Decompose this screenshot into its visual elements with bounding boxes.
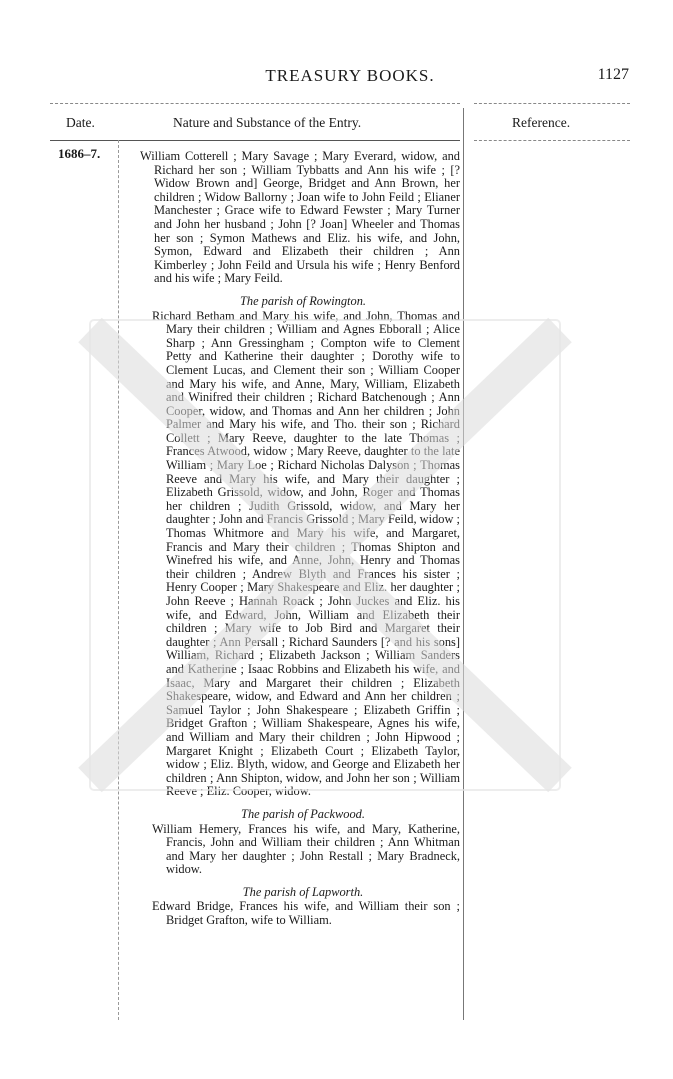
page-title: TREASURY BOOKS. — [265, 66, 435, 85]
entry-paragraph-lapworth: Edward Bridge, Frances his wife, and William their son ; Bridget Grafton, wife to William. — [152, 899, 460, 928]
parish-heading-packwood: The parish of Packwood. — [241, 806, 365, 821]
column-rule-left — [50, 140, 460, 141]
column-divider-date — [118, 140, 119, 1020]
page-number: 1127 — [597, 66, 629, 83]
column-headings — [0, 115, 673, 135]
running-head — [0, 66, 673, 90]
entry-paragraph: William Cotterell ; Mary Savage ; Mary Everard, widow, and Richard her son ; William Tybbatts and Ann his wife ; [? Widow Brown and] George, Bridget and Ann Brown, her children ; Widow Ballorny ; Joan wife to John Feild ; Elianer Manchester ; Grace wife to Edward Fewster ; Mary Turner and John her husband ; John [? Joan] Wheeler and Thomas her son ; Symon Mathews and Eliz. his wife, and John, Symon, Edward and Elizabeth their children ; Ann Kimberley ; John Feild and Ursula his wife ; Henry Benford and his wife ; Mary Feild. — [140, 149, 460, 286]
header-rule-left — [50, 103, 460, 104]
entry-paragraph-packwood: William Hemery, Frances his wife, and Mary, Katherine, Francis, John and William their children ; Ann Whitman and Mary her daughter ; John Restall ; Mary Bradneck, widow. — [152, 821, 460, 877]
column-heading-nature: Nature and Substance of the Entry. — [173, 115, 362, 130]
entry-text — [140, 149, 460, 928]
column-heading-date: Date. — [66, 115, 95, 130]
parish-heading-rowington: The parish of Rowington. — [240, 293, 366, 308]
header-rule-right — [474, 103, 630, 104]
parish-heading-lapworth: The parish of Lapworth. — [242, 884, 364, 899]
entry-paragraph-rowington: Richard Betham and Mary his wife, and John, Thomas and Mary their children ; William and Agnes Ebborall ; Alice Sharp ; Ann Gressingham ; Compton wife to Clement Petty and Katherine their daughter ; Dorothy wife to Clement Lucas, and Clement their son ; William Cooper and Mary his wife, and Anne, Mary, William, Elizabeth and Winifred their children ; Richard Batchenough ; Ann Cooper, widow, and Thomas and Ann her children ; John Palmer and Mary his wife, and Tho. their son ; Richard Collett ; Mary Reeve, daughter to the late Thomas ; Frances Atwood, widow ; Mary Reeve, daughter to the late William ; Mary Loe ; Richard Nicholas Dalyson ; Thomas Reeve and Mary his wife, and Mary their daughter ; Elizabeth Grissold, widow, and John, Roger and Thomas her children ; Judith Grissold, widow, and Mary her daughter ; John and Francis Grissold ; Mary Feild, widow ; Thomas Whitmore and Mary his wife, and Margaret, Francis and Mary their children ; Thomas Shipton and Winefred his wife, and Anne, John, Henry and Thomas their children ; Andrew Blyth and Frances his sister ; Henry Cooper ; Mary Shakespeare and Eliz. her daughter ; John Reeve ; Hannah Roack ; John Juckes and Eliz. his wife, and Edward, John, William and Elizabeth their children ; Mary wife to Job Bird and Margaret their daughter ; Ann Persall ; Richard Saunders [? and his sons] William, Richard ; Elizabeth Jackson ; William Sanders and Katherine ; Isaac Robbins and Elizabeth his wife, and Isaac, Mary and Margaret their children ; Elizabeth Shakespeare, widow, and Edward and Ann her children ; Samuel Taylor ; John Shakespeare ; Elizabeth Griffin ; Bridget Grafton ; William Shakespeare, Agnes his wife, and William and Mary their children ; John Hipwood ; Margaret Knight ; Elizabeth Court ; Elizabeth Taylor, widow ; Eliz. Blyth, widow, and George and Elizabeth her children ; Ann Shipton, widow, and John her son ; William Reeve ; Eliz. Cooper, widow. — [152, 308, 460, 799]
column-rule-right — [474, 140, 630, 141]
entry-date: 1686–7. — [58, 146, 101, 161]
column-divider-reference — [463, 108, 464, 1020]
column-heading-reference: Reference. — [512, 115, 571, 130]
